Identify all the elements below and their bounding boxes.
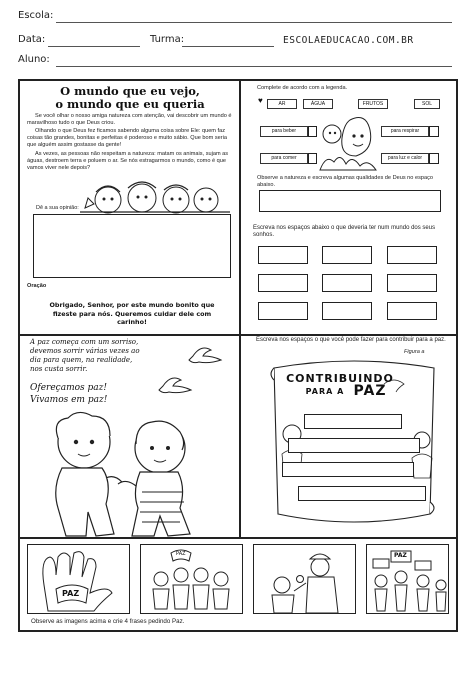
site-url: ESCOLAEDUCACAO.COM.BR [283, 35, 414, 46]
fill-label-breathe: para respirar [381, 126, 429, 137]
dream-box-9[interactable] [387, 302, 437, 320]
peace-answer-box-2[interactable] [288, 438, 420, 453]
sign-paz-text: PAZ [394, 552, 407, 559]
poem-line-3: dia para quem, na realidade, [30, 356, 133, 364]
peace-answer-box-1[interactable] [304, 414, 402, 429]
dream-box-7[interactable] [258, 302, 308, 320]
student-label: Aluno: [18, 54, 50, 65]
prayer-heading: Oração [27, 283, 47, 289]
dream-instruction: Escreva nos espaços abaixo o que deveria ter num mundo dos seus sonhos. [253, 225, 436, 238]
dream-box-3[interactable] [387, 246, 437, 264]
school-label: Escola: [18, 10, 54, 21]
paragraph-3: As vezes, as pessoas não respeitam a natureza: matam os animais, sujam as águas, destroem terra e poluem o ar. Se nós estragarmos o mundo, como é que vamos viver nele depois? [27, 151, 229, 171]
legend-agua: ÁGUA [303, 99, 333, 109]
poem-line-1: A paz começa com um sorriso, [30, 338, 139, 346]
peace-instruction: Escreva nos espaços o que você pode fazer para contribuir para a paz. [256, 337, 446, 343]
opinion-answer-box[interactable] [33, 214, 231, 278]
fill-label-light: para luz e calor [381, 153, 429, 164]
poem-line-2: devemos sorrir várias vezes ao [30, 347, 140, 355]
picture-hand-paz [27, 544, 130, 614]
divider-vertical-mid [239, 334, 241, 537]
figure-label: Figura a [404, 349, 425, 355]
section-title-line2: o mundo que eu queria [55, 97, 205, 111]
picture-children-circle [140, 544, 243, 614]
call-line-1: Ofereçamos paz! [30, 383, 107, 393]
observe-instruction: Observe a natureza e escreva algumas qualidades de Deus no espaço abaixo. [257, 175, 434, 188]
doves-illustration [155, 342, 235, 402]
banner-title-line1: CONTRIBUINDO [286, 372, 394, 385]
class-line[interactable] [182, 46, 274, 47]
dream-box-6[interactable] [387, 274, 437, 292]
school-line[interactable] [56, 22, 452, 23]
dream-box-5[interactable] [322, 274, 372, 292]
bottom-instruction: Observe as imagens acima e crie 4 frases pedindo Paz. [31, 618, 185, 625]
legend-ar: AR [267, 99, 297, 109]
paragraph-2: Olhando o que Deus fez ficamos sabendo alguma coisa sobre Ele: quem faz coisas tão grandes, bonitas e perfeitas é poderoso e muito sábio. Que bom seria que alguém assim gostasse da gente! [27, 128, 227, 148]
nature-characters-illustration [316, 112, 380, 172]
dream-box-4[interactable] [258, 274, 308, 292]
paragraph-1: Se você olhar o nosso amiga natureza com atenção, vai descobrir um mundo é maravilhoso tudo o que Deus criou. [27, 113, 232, 126]
hand-paz-text: PAZ [62, 589, 80, 598]
call-line-2: Vivamos em paz! [30, 395, 108, 405]
legend-sol: SOL [414, 99, 440, 109]
banner-title-paz: PAZ [353, 383, 387, 399]
heart-icon: ♥ [258, 96, 263, 105]
fill-label-eat: para comer [260, 153, 308, 164]
legend-frutos: FRUTOS [358, 99, 388, 109]
dream-box-8[interactable] [322, 302, 372, 320]
picture-child-soldier-flower [253, 544, 356, 614]
peace-answer-box-4[interactable] [298, 486, 426, 501]
divider-vertical-top [239, 81, 241, 334]
prayer-text: Obrigado, Senhor, por este mundo bonito que fizeste para nós. Queremos cuidar dele com carinho! [49, 301, 215, 326]
fill-box-light[interactable] [429, 153, 439, 164]
dream-box-2[interactable] [322, 246, 372, 264]
divider-horizontal-mid [20, 334, 456, 336]
banner-title-line2: PARA A [305, 387, 345, 396]
kids-peeking-illustration [80, 178, 230, 216]
legend-instruction: Complete de acordo com a legenda. [257, 85, 348, 91]
opinion-label: Dê a sua opinião: [36, 205, 79, 211]
dream-box-1[interactable] [258, 246, 308, 264]
section-title-line1: O mundo que eu vejo, [60, 84, 200, 98]
children-peace-illustration [22, 408, 222, 548]
date-label: Data: [18, 34, 46, 45]
poem-line-4: nos custa sorrir. [30, 365, 88, 373]
class-label: Turma: [150, 34, 185, 45]
peace-answer-box-3[interactable] [282, 462, 414, 477]
observe-answer-box[interactable] [259, 190, 441, 212]
picture-children-signs [366, 544, 449, 614]
fill-box-breathe[interactable] [429, 126, 439, 137]
children-paz-text: PAZ [176, 551, 186, 557]
fill-label-drink: para beber [260, 126, 308, 137]
date-line[interactable] [48, 46, 140, 47]
student-line[interactable] [56, 66, 452, 67]
